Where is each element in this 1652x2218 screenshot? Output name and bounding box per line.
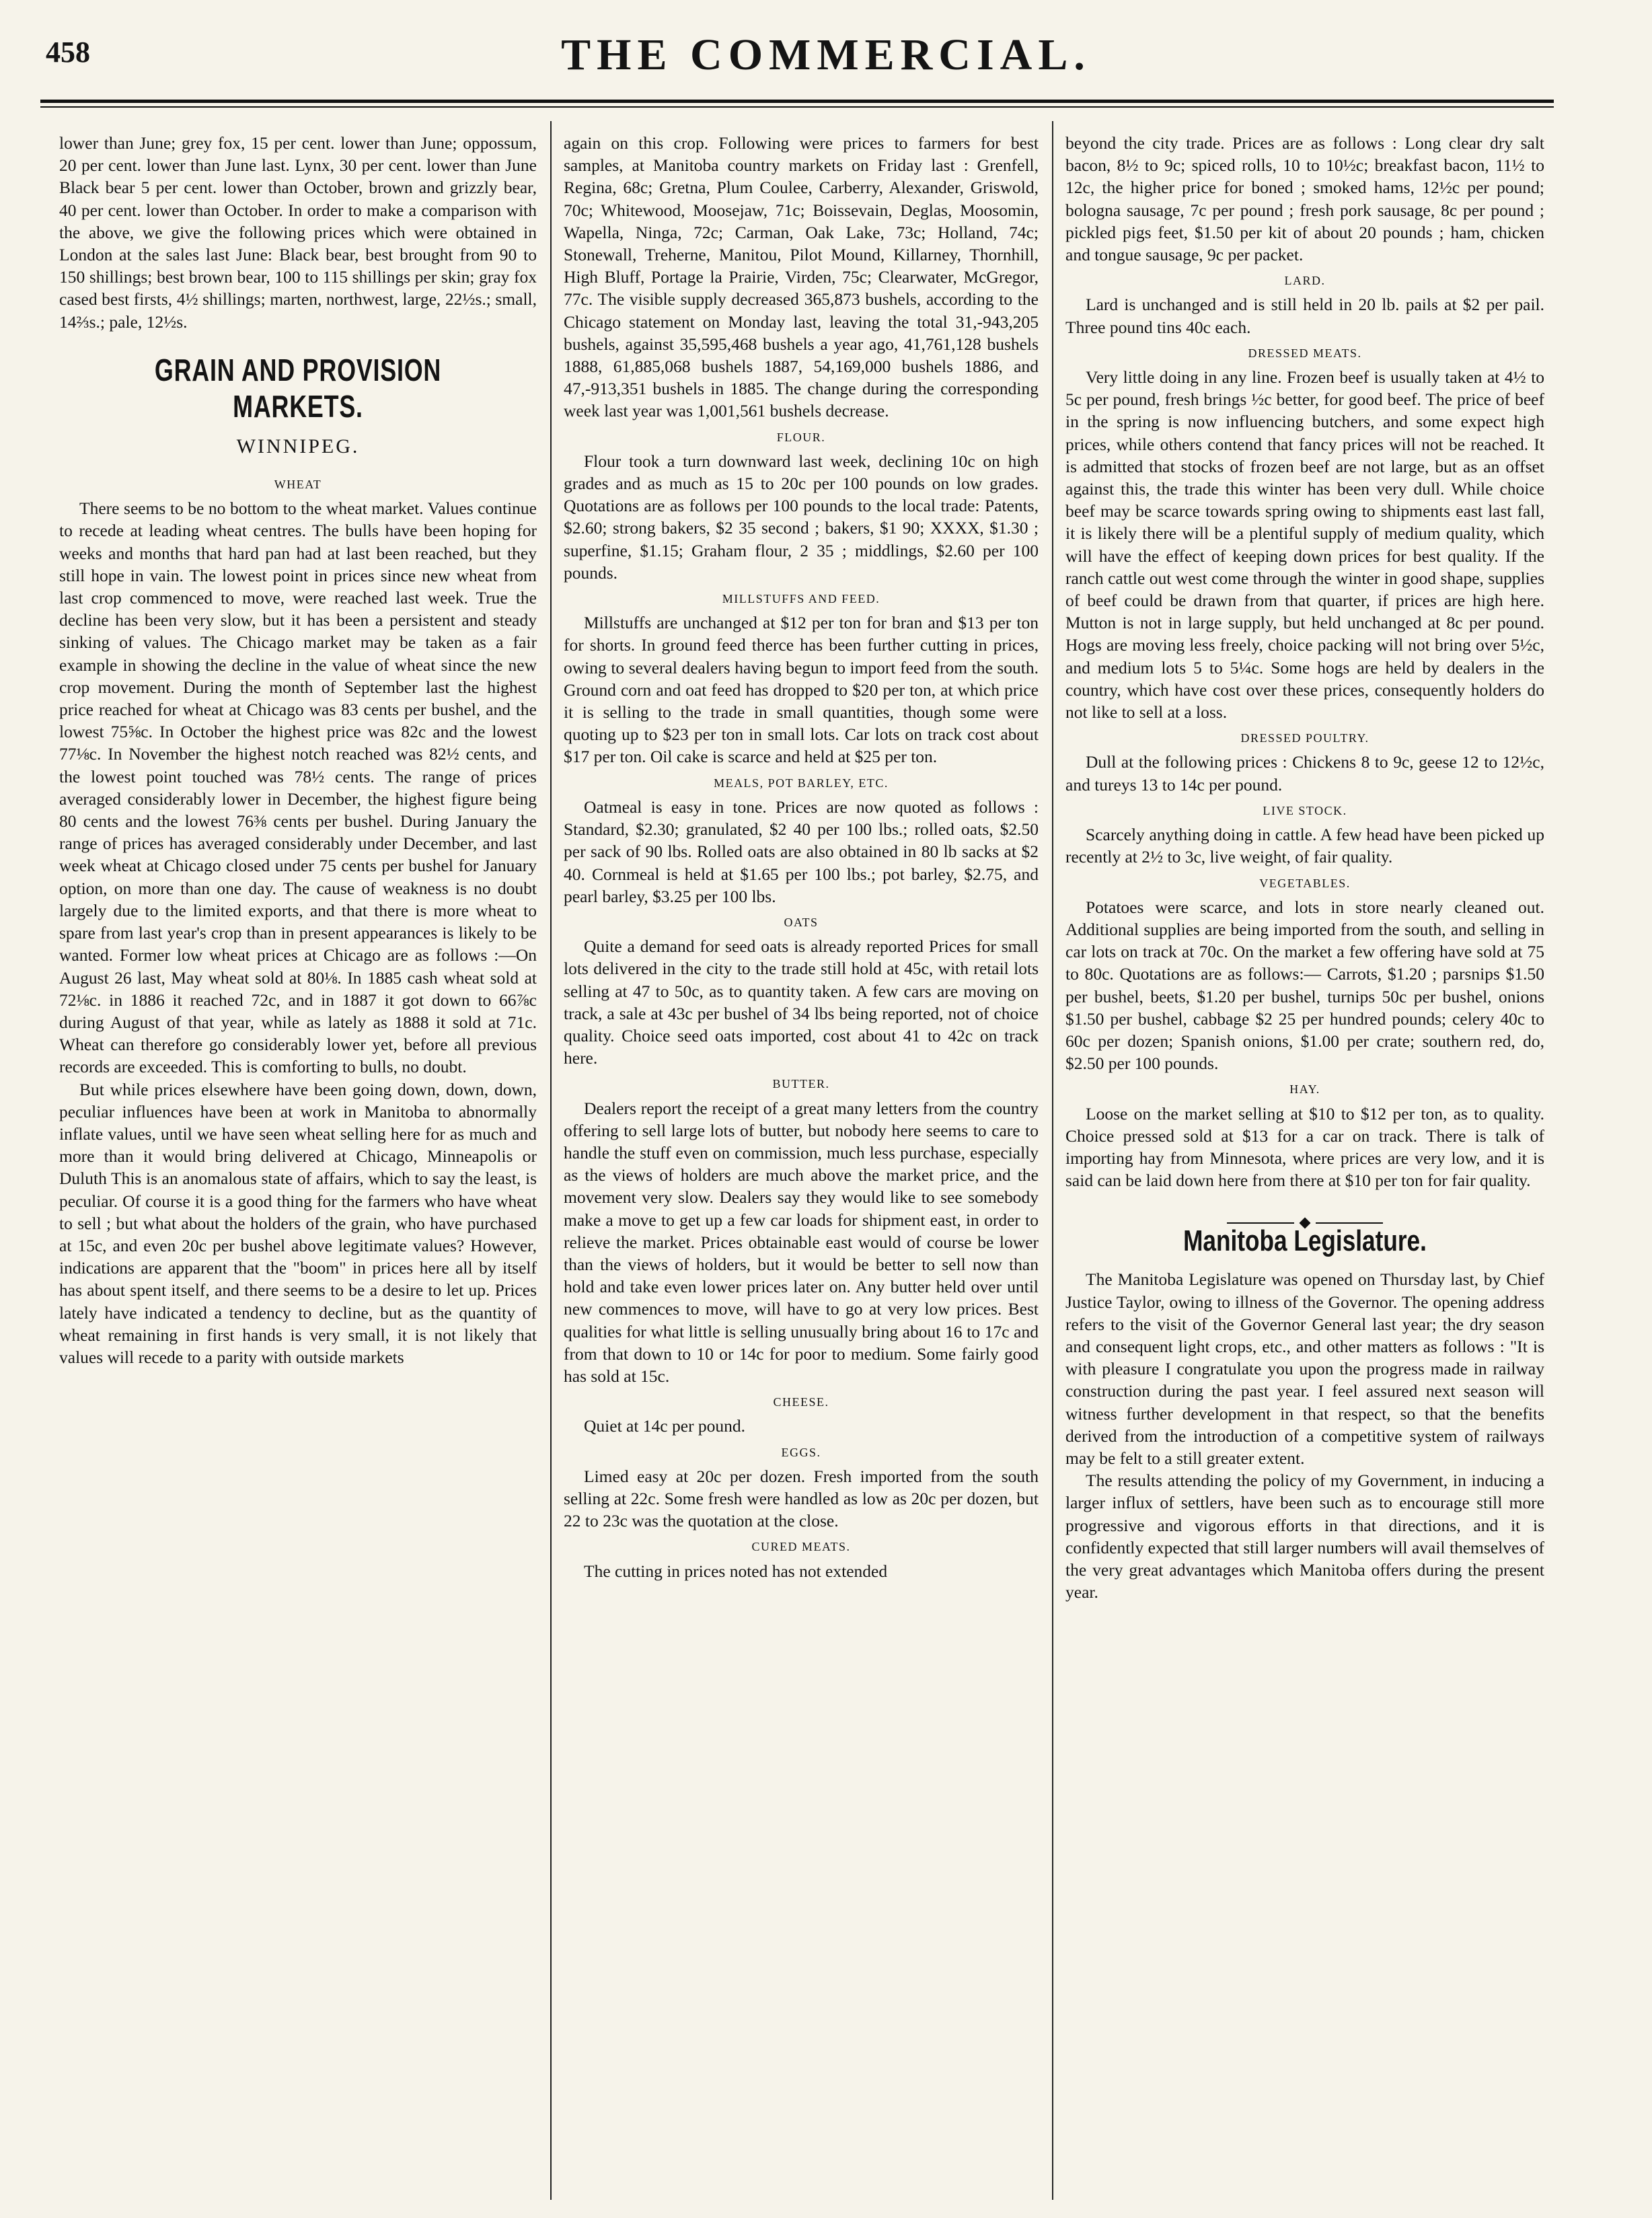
city-subhead: WINNIPEG.: [236, 435, 360, 457]
poultry-subhead: DRESSED POULTRY.: [1240, 731, 1369, 745]
wheat-subhead: WHEAT: [274, 478, 322, 492]
lard-paragraph: Lard is unchanged and is still held in 20 lb. pails at $2 per pail. Three pound tins 40c each.: [1065, 295, 1544, 337]
butter-subhead: BUTTER.: [772, 1077, 830, 1091]
grain-markets-headline: GRAIN AND PROVISION MARKETS.: [154, 352, 442, 424]
meals-subhead: MEALS, POT BARLEY, ETC.: [714, 776, 889, 790]
column-divider: [550, 121, 552, 2200]
meals-paragraph: Oatmeal is easy in tone. Prices are now quoted as follows : Standard, $2.30; granulated, $2 40 per 100 lbs.; rolled oats, $2.50 per sack of 90 lbs. Rolled oats are also obtained in 80 lb sacks at $2 40. Cornmeal is held at $1.65 per 100 lbs.; pot barley, $2.75, and pearl barley, $3.25 per 100 lbs.: [564, 797, 1039, 906]
oats-subhead: OATS: [784, 915, 819, 929]
masthead-rule-thin: [40, 106, 1554, 108]
live-stock-paragraph: Scarcely anything doing in cattle. A few head have been picked up recently at 2½ to 3c, live weight, of fair quality.: [1065, 825, 1544, 867]
vegetables-paragraph: Potatoes were scarce, and lots in store nearly cleaned out. Additional supplies are being imported from the south, and selling in car lots on track at 70c. On the market a few offering have sold at 75 to 80c. Quotations are as follows:— Carrots, $1.20 ; parsnips $1.50 per bushel, beets, $1.20 per bushel, turnips 50c per bushel, onions $1.50 per bushel, cabbage $2 25 per hundred pounds; celery 40c to 60c per dozen; Spanish onions, $1.00 per crate; southern red, do, $2.50 per 100 pounds.: [1065, 897, 1544, 1074]
cheese-subhead: CHEESE.: [773, 1395, 829, 1409]
legislature-headline: Manitoba Legislature.: [1183, 1224, 1427, 1258]
column-divider: [1052, 121, 1053, 2200]
hay-subhead: HAY.: [1289, 1082, 1320, 1097]
legislature-paragraph: The Manitoba Legislature was opened on Thursday last, by Chief Justice Taylor, owing to illness of the Governor. The opening address refers to the visit of the Governor General last year; the dry season and consequent light crops, etc., and other matters as follows : "It is with pleasure I congratulate you upon the progress made in railway construction during the past year. I feel assured next season will witness further development in that respect, so that the benefits derived from the introduction of a competitive system of railways may be felt to a still greater extent.: [1065, 1269, 1544, 1468]
flour-paragraph: Flour took a turn downward last week, declining 10c on high grades and as much as 15 to 20c per 100 pounds on low grades. Quotations are as follows per 100 pounds to the local trade: Patents, $2.60; strong bakers, $2 35 second ; bakers, $1 90; XXXX, $1.30 ; superfine, $1.15; Graham flour, 2 35 ; middlings, $2.60 per 100 pounds.: [564, 451, 1039, 583]
masthead-title: THE COMMERCIAL.: [561, 30, 1091, 79]
eggs-subhead: EGGS.: [781, 1445, 821, 1459]
masthead-rule-thick: [40, 100, 1554, 103]
oats-paragraph: Quite a demand for seed oats is already reported Prices for small lots delivered in the city to the trade still hold at 45c, with retail lots selling at 47 to 50c, as to quantity taken. A few cars are moving on track, a sale at 43c per bushel of 34 lbs being reported, not of choice quality. Choice seed oats imported, cost about 41 to 42c on track here.: [564, 936, 1039, 1068]
legislature-paragraph-2: The results attending the policy of my Government, in inducing a larger influx of settlers, have been such as to encourage still more progressive and vigorous efforts in that directions, and it is confidently expected that still larger numbers will avail themselves of the very great advantages which Manitoba offers during the present year.: [1065, 1471, 1544, 1602]
dressed-meats-paragraph: Very little doing in any line. Frozen beef is usually taken at 4½ to 5c per pound, fresh brings ½c better, for good beef. The price of beef in the spring is now influencing butchers, and some expect high prices, while others contend that fancy prices will not be reached. It is admitted that stocks of frozen beef are not large, but as an offset against this, the trade this winter has been very dull. While choice beef may be scarce towards spring owing to shipments east last fall, it is likely there will be a plentiful supply of medium quality, which will have the effect of keeping down prices for best quality. If the ranch cattle out west come through the winter in good shape, supplies of beef could be drawn from that quarter, if prices are high here. Mutton is not in large supply, but held unchanged at 8c per pound. Hogs are moving less freely, choice packing will not bring over 5½c, and medium lots 5 to 5¼c. Some hogs are held by dealers in the country, which have cost over these prices, consequently holders do not like to sell at a loss.: [1065, 367, 1544, 723]
column-2: [564, 132, 1039, 2204]
millstuffs-paragraph: Millstuffs are unchanged at $12 per ton for bran and $13 per ton for shorts. In ground feed therce has been further cutting in prices, owing to several dealers having begun to import feed from the south. Ground corn and oat feed has dropped to $20 per ton, at which price it is selling to the trade in small quantities, though some were quoting up to $23 per ton in small lots. Car lots on track cost about $17 per ton. Oil cake is scarce and held at $25 per ton.: [564, 613, 1039, 767]
page-number: 458: [46, 36, 90, 69]
cured-meats-continued: beyond the city trade. Prices are as follows : Long clear dry salt bacon, 8½ to 9c; spiced rolls, 10 to 10½c; breakfast bacon, 11½ to 12c, the higher price for boned ; smoked hams, 12½c per pound; bologna sausage, 7c per pound ; fresh pork sausage, 8c per pound ; pickled pigs feet, $1.50 per kit of about 20 pounds ; ham, chicken and tongue sausage, 9c per packet.: [1065, 133, 1544, 265]
section-ornament: [1065, 1210, 1544, 1220]
country-markets-paragraph: again on this crop. Following were prices to farmers for best samples, at Manitoba country markets on Friday last : Grenfell, Regina, 68c; Gretna, Plum Coulee, Carberry, Alexander, Griswold, 70c; Whitewood, Moosejaw, 71c; Boissevain, Deglas, Moosomin, Wapella, Ninga, 72c; Carman, Oak Lake, 73c; Holland, 74c; Stonewall, Treherne, Manitou, Pilot Mound, Killarney, Thornhill, High Bluff, Portage la Prairie, Virden, 75c; Clearwater, McGregor, 77c. The visible supply decreased 365,873 bushels, according to the Chicago statement on Monday last, leaving the total 31,-943,205 bushels, against 35,595,468 bushels a year ago, 41,761,128 bushels 1888, 61,885,068 bushels 1887, 54,169,000 bushels 1886, and 47,-913,351 bushels in 1885. The change during the corresponding week last year was 1,001,561 bushels decrease.: [564, 133, 1039, 421]
vegetables-subhead: VEGETABLES.: [1259, 876, 1351, 890]
wheat-paragraph-2: But while prices elsewhere have been going down, down, down, peculiar influences have been at work in Manitoba to abnormally inflate values, until we have seen wheat selling here for as much and more than it would bring delivered at Chicago, Minneapolis or Duluth This is an anomalous state of affairs, which to say the least, is peculiar. Of course it is a good thing for the farmers who have wheat to sell ; but what about the holders of the grain, who have purchased at 15c, and even 20c per bushel above legitimate values? However, indications are apparent that the "boom" in prices here all by itself has about spent itself, and there seems to be a desire to let up. Prices lately have indicated a tendency to decline, but as the quantity of wheat remaining in first hands is very small, it is not likely that values will recede to a parity with outside markets: [59, 1079, 537, 1367]
poultry-paragraph: Dull at the following prices : Chickens 8 to 9c, geese 12 to 12½c, and tureys 13 to 14c per pound.: [1065, 752, 1544, 794]
eggs-paragraph: Limed easy at 20c per dozen. Fresh imported from the south selling at 22c. Some fresh were handled as low as 20c per dozen, but 22 to 23c was the quotation at the close.: [564, 1466, 1039, 1531]
fur-prices-paragraph: lower than June; grey fox, 15 per cent. lower than June; oppossum, 20 per cent. lower than June last. Lynx, 30 per cent. lower than June Black bear 5 per cent. lower than October, brown and grizzly bear, 40 per cent. lower than October. In order to make a comparison with the above, we give the following prices which were obtained in London at the sales last June: Black bear, best brought from 90 to 150 shillings; best brown bear, 100 to 115 shillings per skin; gray fox cased best firsts, 4½ shillings; marten, northwest, large, 22½s.; small, 14⅔s.; pale, 12½s.: [59, 133, 537, 332]
millstuffs-subhead: MILLSTUFFS AND FEED.: [722, 592, 880, 606]
flour-subhead: FLOUR.: [776, 430, 826, 444]
cured-meats-subhead: CURED MEATS.: [751, 1540, 851, 1554]
column-1: [59, 132, 537, 2204]
dressed-meats-subhead: DRESSED MEATS.: [1248, 346, 1362, 360]
butter-paragraph: Dealers report the receipt of a great many letters from the country offering to sell large lots of butter, but nobody here seems to care to handle the stuff even on commission, much less purchase, especially as the views of holders are much above the market price, and the movement very slow. Dealers say they would like to see somebody make a move to get up a few car loads for shipment east, in order to relieve the market. Prices obtainable east would of course be lower than the views of holders, but it would be better to sell now than hold and take even lower prices later on. Any butter held over until new commences to move, will have to go at very low prices. Best qualities for what little is selling unusually bring about 16 to 17c and from that down to 10 or 14c for poor to medium. Some fairly good has sold at 15c.: [564, 1098, 1039, 1386]
cheese-paragraph: Quiet at 14c per pound.: [584, 1416, 746, 1436]
live-stock-subhead: LIVE STOCK.: [1263, 803, 1347, 817]
cured-meats-paragraph: The cutting in prices noted has not extended: [584, 1561, 888, 1581]
hay-paragraph: Loose on the market selling at $10 to $12 per ton, as to quality. Choice pressed sold at $13 for a car on track. There is talk of importing hay from Minnesota, where prices are very low, and it is said can be laid down here from there at $10 per ton for fair quality.: [1065, 1103, 1544, 1191]
column-3: [1065, 132, 1544, 2204]
wheat-paragraph: There seems to be no bottom to the wheat market. Values continue to recede at leading wheat centres. The bulls have been hoping for weeks and months that hard pan had at last been reached, but they still hope in vain. The lowest point in prices since new wheat from last crop commenced to move, were reached last week. True the decline has been very slow, but it has been a persistent and steady sinking of values. The Chicago market may be taken as a fair example in showing the decline in the value of wheat since the new crop movement. During the month of September last the highest price reached for wheat at Chicago was 83 cents per bushel, and the lowest 75⅝c. In October the highest price was 82c and the lowest 77⅛c. In November the highest notch reached was 82½ cents, and the lowest point touched was 78½ cents. The range of prices averaged considerably lower in December, the highest figure being 80 cents and the lowest 76⅜ cents per bushel. During January the range of prices has averaged considerably under December, and last week wheat at Chicago closed under 75 cents per bushel for January option, on more than one day. The cause of weakness is no doubt largely due to the limited exports, and that there is more wheat to spare from last year's crop than in present appearances is likely to be wanted. Former low wheat prices at Chicago are as follows :—On August 26 last, May wheat sold at 80⅛. In 1885 cash wheat sold at 72⅛c. in 1886 it reached 72c, and in 1887 it got down to 66⅞c during August of that year, while as lately as 1888 it sold at 71c. Wheat can therefore go considerably lower yet, before all previous records are exceeded. This is comforting to bulls, no doubt.: [59, 498, 537, 1077]
lard-subhead: LARD.: [1284, 274, 1326, 288]
